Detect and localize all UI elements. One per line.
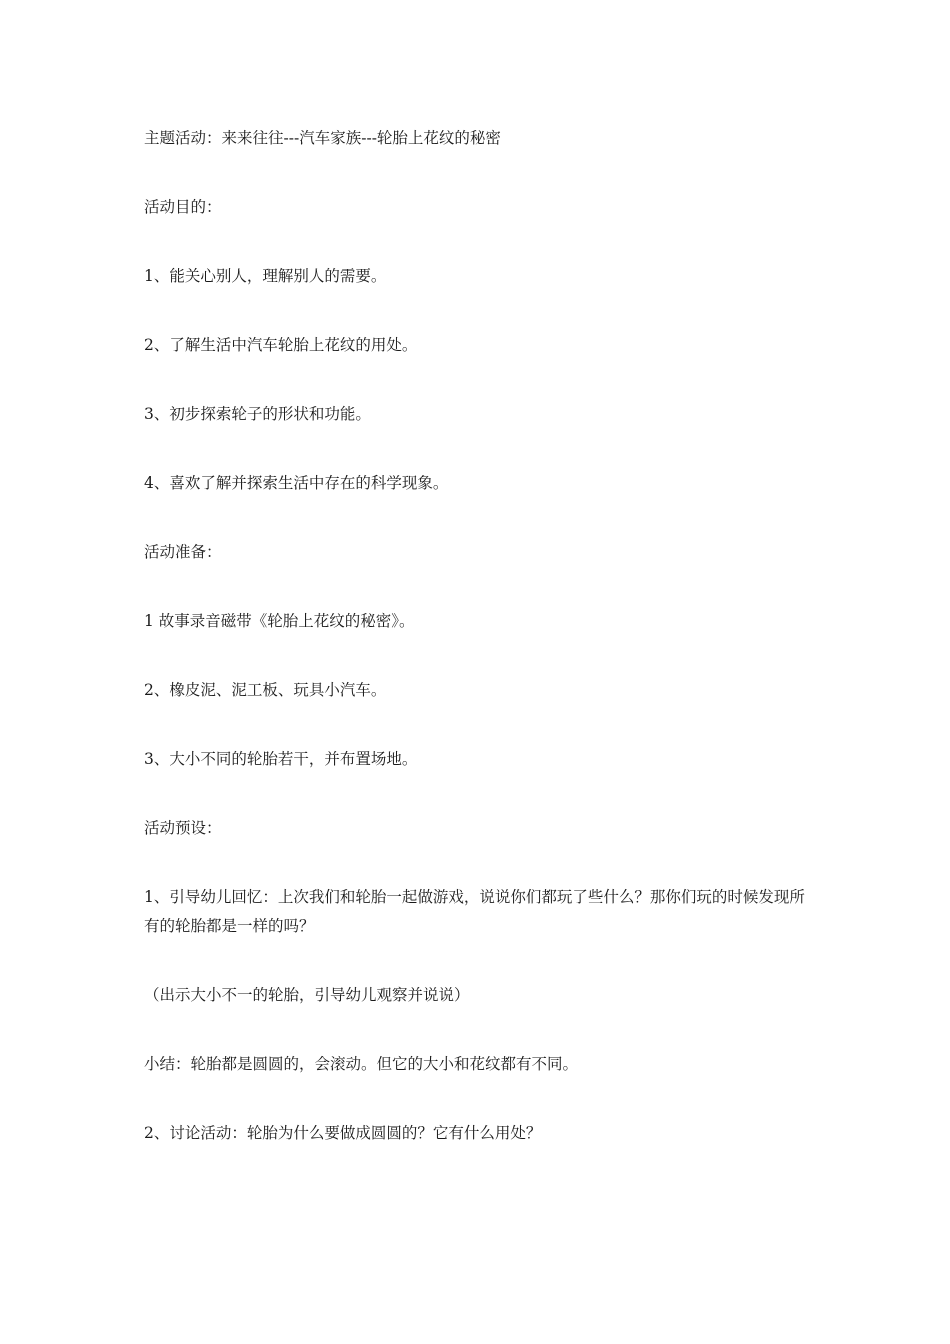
document-title: 主题活动：来来往往---汽车家族---轮胎上花纹的秘密 xyxy=(144,129,501,147)
preparation-item-3: 3、大小不同的轮胎若干，并布置场地。 xyxy=(144,750,418,768)
preparation-item-2: 2、橡皮泥、泥工板、玩具小汽车。 xyxy=(144,681,387,699)
plan-note: （出示大小不一的轮胎，引导幼儿观察并说说） xyxy=(144,986,470,1004)
section-heading-objectives: 活动目的： xyxy=(144,198,222,216)
objective-item-3: 3、初步探索轮子的形状和功能。 xyxy=(144,405,371,423)
section-heading-plan: 活动预设： xyxy=(144,819,222,837)
preparation-item-1: 1 故事录音磁带《轮胎上花纹的秘密》。 xyxy=(144,612,415,630)
section-heading-preparation: 活动准备： xyxy=(144,543,222,561)
plan-summary: 小结：轮胎都是圆圆的，会滚动。但它的大小和花纹都有不同。 xyxy=(144,1055,579,1073)
objective-item-2: 2、了解生活中汽车轮胎上花纹的用处。 xyxy=(144,336,418,354)
objective-item-4: 4、喜欢了解并探索生活中存在的科学现象。 xyxy=(144,474,449,492)
document-body xyxy=(144,124,814,1148)
plan-item-2: 2、讨论活动：轮胎为什么要做成圆圆的？它有什么用处？ xyxy=(144,1124,542,1142)
plan-item-1: 1、引导幼儿回忆：上次我们和轮胎一起做游戏，说说你们都玩了些什么？那你们玩的时候发现所有的轮胎都是一样的吗？ xyxy=(144,888,805,935)
objective-item-1: 1、能关心别人，理解别人的需要。 xyxy=(144,267,387,285)
